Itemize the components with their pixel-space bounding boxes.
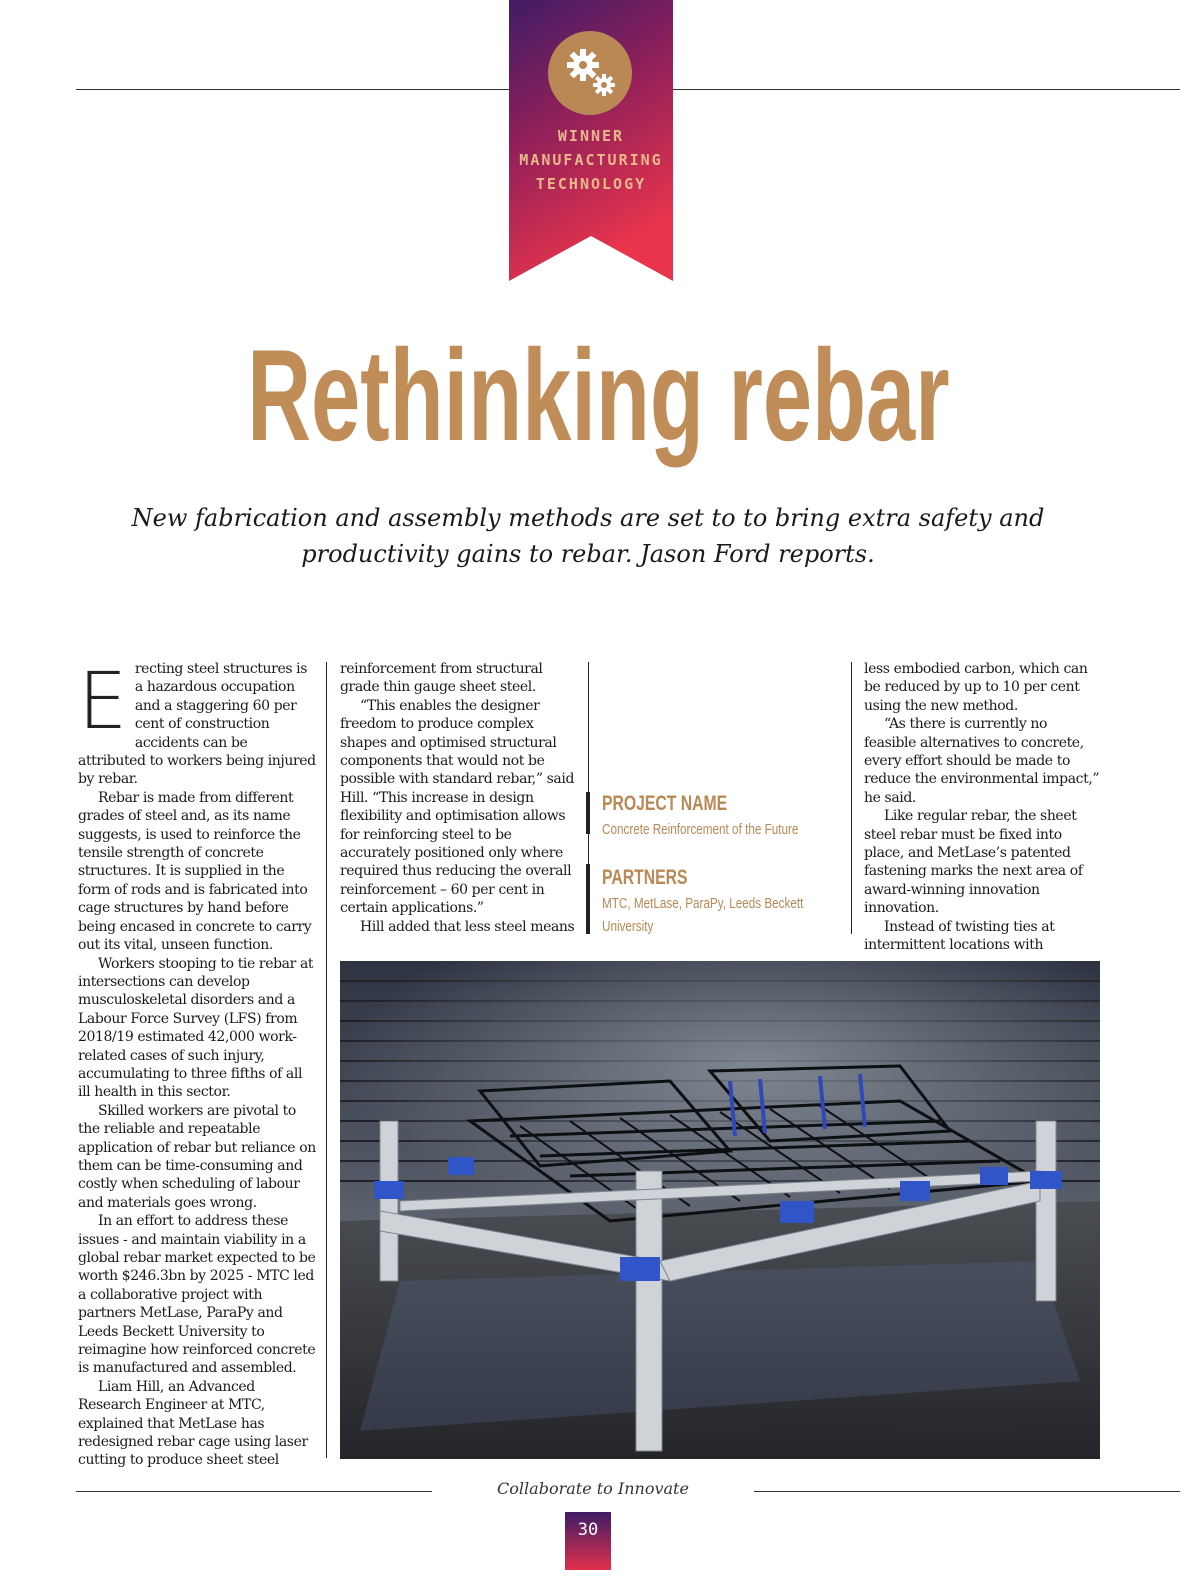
badge-winner: WINNER xyxy=(557,127,625,145)
partners-value: MTC, MetLase, ParaPy, Leeds Beckett University xyxy=(602,895,804,935)
paragraph: In an effort to address these issues - and maintain viability in a global rebar market expected to be worth $246.3bn by 2025 - MTC led a collaborative project with partners MetLase, ParaPy and Leeds Beckett University to reimagine how reinforced concrete is manufactured and assembled. xyxy=(78,1213,316,1377)
paragraph: “As there is currently no feasible alternatives to concrete, every effort should be made to reduce the environmental impact,” he said. xyxy=(864,716,1100,806)
paragraph: less embodied carbon, which can be reduced by up to 10 per cent using the new method. xyxy=(864,661,1088,714)
paragraph: Liam Hill, an Advanced Research Engineer at MTC, explained that MetLase has redesigned rebar cage using laser cutting to produce sheet steel xyxy=(78,1378,308,1469)
paragraph: Skilled workers are pivotal to the reliable and repeatable application of rebar but reliance on them can be time-consuming and costly when scheduling of labour and materials goes wrong. xyxy=(78,1102,316,1211)
article-column-4 xyxy=(864,660,1100,955)
page-number: 30 xyxy=(577,1520,599,1540)
project-name-heading: PROJECT NAME xyxy=(602,792,728,815)
sidebar-accent-bar xyxy=(586,864,590,934)
project-name-value: Concrete Reinforcement of the Future xyxy=(602,821,799,838)
column-divider xyxy=(851,662,852,934)
article-standfirst: New fabrication and assembly methods are set to to bring extra safety and productivity gains to rebar. Jason Ford reports. xyxy=(131,504,1045,568)
paragraph: Erecting steel structures is a hazardous occupation and a staggering 60 per cent of construction accidents can be attributed to workers being injured by rebar. xyxy=(78,657,316,788)
footer-caption: Collaborate to Innovate xyxy=(497,1479,689,1498)
article-title: Rethinking rebar xyxy=(247,322,950,468)
top-rule-right xyxy=(672,89,1180,90)
badge-category-line1: MANUFACTURING xyxy=(519,151,663,169)
sidebar-accent-bar xyxy=(586,792,590,834)
badge-category-line2: TECHNOLOGY xyxy=(535,175,647,193)
bottom-rule-right xyxy=(754,1491,1180,1492)
paragraph: Instead of twisting ties at intermittent locations with xyxy=(864,918,1055,954)
paragraph: Workers stooping to tie rebar at intersections can develop musculoskeletal disorders and a Labour Force Survey (LFS) from 2018/19 estimated 42,000 work-related cases of such injury, accumulating to three fifths of all ill health in this sector. xyxy=(78,955,314,1101)
column-divider xyxy=(326,662,327,1458)
paragraph: Like regular rebar, the sheet steel rebar must be fixed into place, and MetLase’s patented fastening marks the next area of award-winning innovation innovation. xyxy=(864,808,1083,917)
gears-icon xyxy=(558,41,622,105)
paragraph: reinforcement from structural grade thin gauge sheet steel. xyxy=(340,661,543,696)
drop-cap: E xyxy=(78,657,127,747)
paragraph: Hill added that less steel means xyxy=(360,918,575,935)
partners-heading: PARTNERS xyxy=(602,866,688,889)
paragraph: “This enables the designer freedom to produce complex shapes and optimised structural components that would not be possible with standard rebar,” said Hill. “This increase in design flexibility and optimisation allows for reinforcing steel to be accurately positioned only where required thus reducing the overall reinforcement – 60 per cent in certain applications.” xyxy=(340,697,575,917)
article-column-1 xyxy=(78,657,316,1470)
top-rule-left xyxy=(76,89,510,90)
bottom-rule-left xyxy=(76,1491,432,1492)
article-column-2 xyxy=(340,660,576,936)
rebar-cage-photo xyxy=(340,961,1100,1459)
paragraph: Rebar is made from different grades of steel and, as its name suggests, is used to reinforce the tensile strength of concrete structures. It is supplied in the form of rods and is fabricated into cage structures by hand before being encased in concrete to carry out its vital, unseen function. xyxy=(78,789,312,954)
